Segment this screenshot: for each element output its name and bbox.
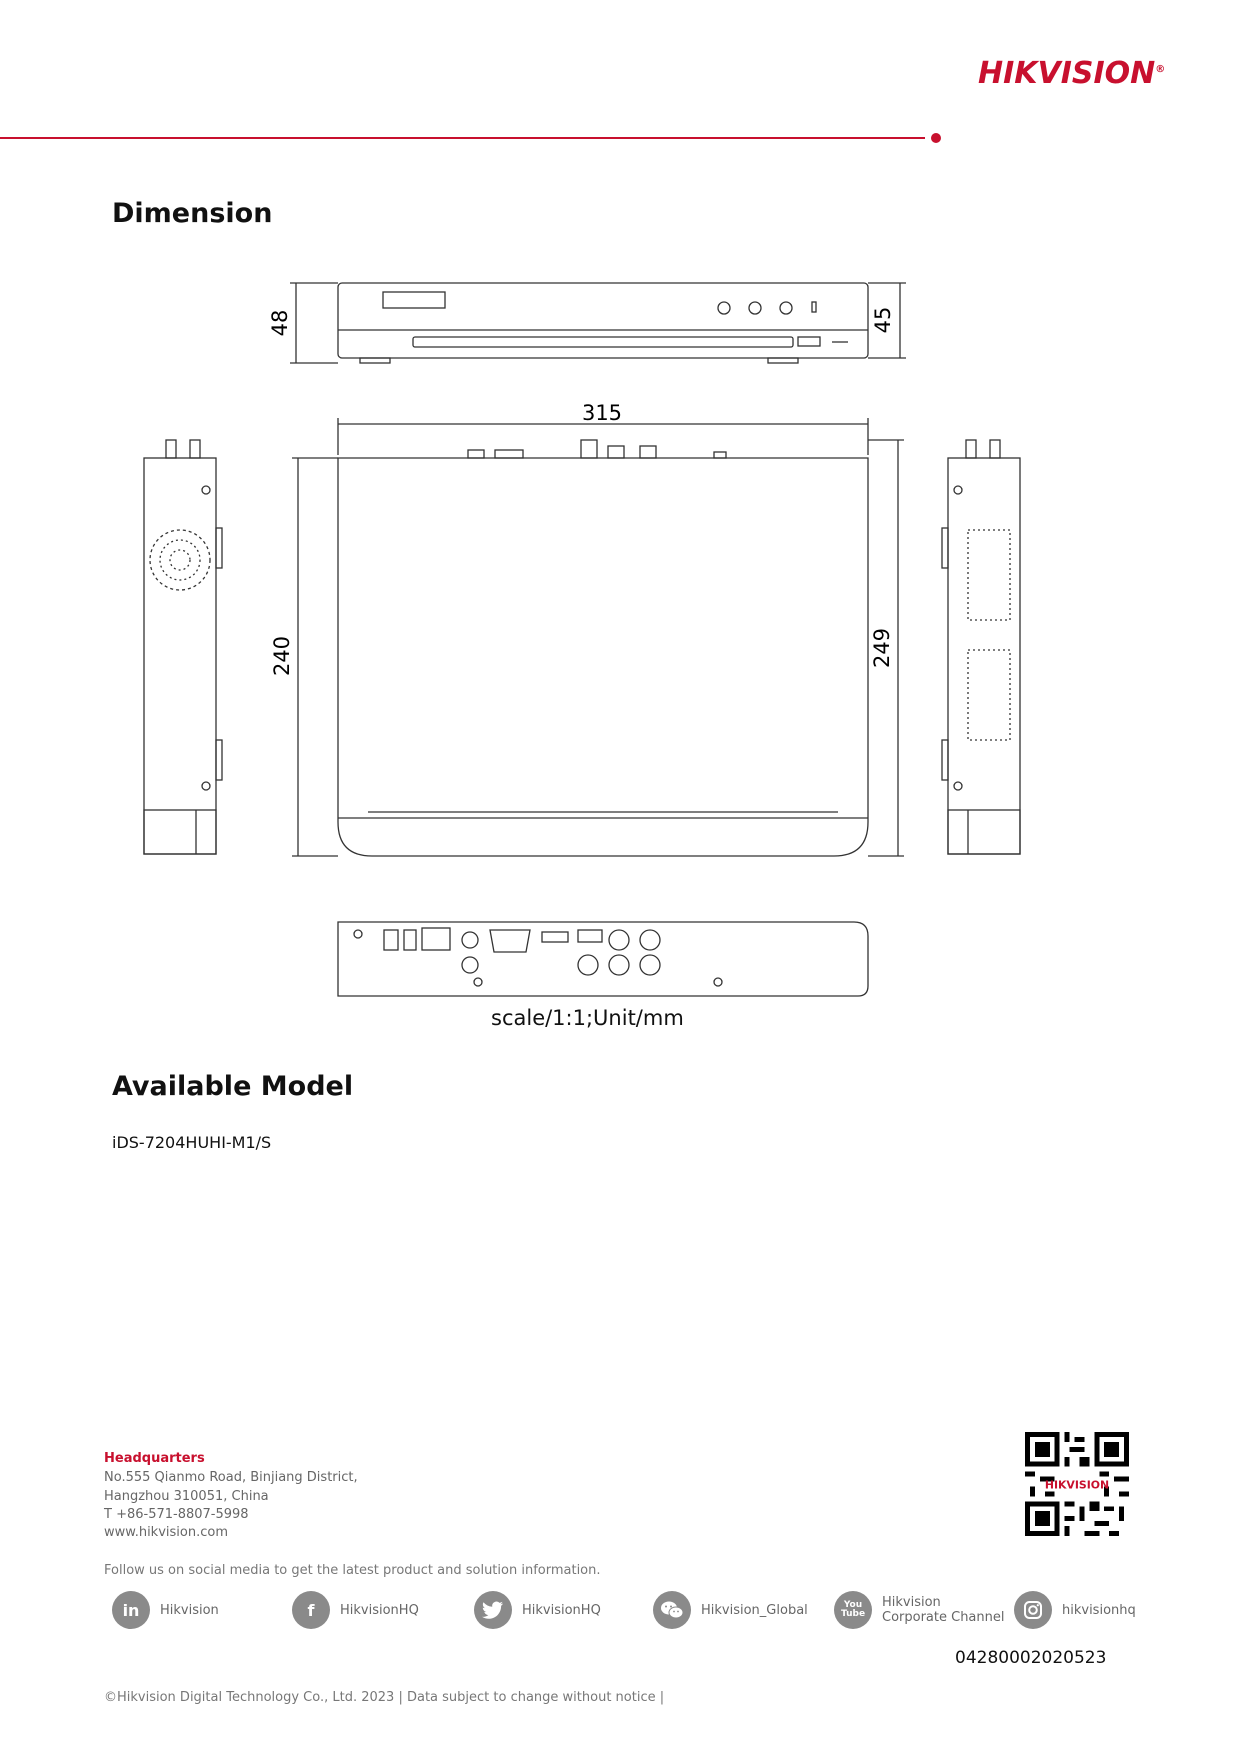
social-linkedin[interactable] [112, 1590, 219, 1630]
front-usb-port [798, 337, 820, 346]
linkedin-icon: in [112, 1591, 150, 1629]
dim-label-240: 240 [270, 635, 294, 677]
model-number: iDS-7204HUHI-M1/S [112, 1133, 272, 1152]
social-label: HikvisionHQ [522, 1602, 601, 1618]
front-indicator-2 [749, 302, 761, 314]
hikvision-logo: HIKVISION® [978, 56, 1166, 91]
available-model-heading: Available Model [112, 1071, 354, 1102]
facebook-icon: f [292, 1591, 330, 1629]
dimension-heading: Dimension [112, 198, 273, 229]
dim-label-48: 48 [268, 309, 292, 337]
social-wechat[interactable] [653, 1590, 808, 1630]
twitter-icon [474, 1591, 512, 1629]
rear-bnc-2 [609, 930, 629, 950]
dim-label-45: 45 [871, 306, 895, 334]
social-label: Hikvision_Global [701, 1602, 808, 1618]
document-code: 04280002020523 [955, 1648, 1107, 1668]
social-label: hikvisionhq [1062, 1602, 1136, 1618]
dim-label-249: 249 [870, 627, 894, 669]
right-vent-upper [968, 530, 1010, 620]
rear-hdmi-port [542, 932, 568, 942]
rear-usb-port [578, 930, 602, 942]
rear-vga-port [490, 930, 530, 952]
hq-phone: T +86-571-8807-5998 [104, 1507, 249, 1522]
front-indicator-3 [780, 302, 792, 314]
follow-text: Follow us on social media to get the latest product and solution information. [104, 1563, 601, 1578]
scale-note: scale/1:1;Unit/mm [491, 1006, 684, 1030]
hq-address-line1: No.555 Qianmo Road, Binjiang District, [104, 1470, 358, 1485]
hq-title: Headquarters [104, 1451, 205, 1466]
top-view-body [338, 458, 868, 856]
rear-power-port [384, 930, 398, 950]
youtube-icon: You Tube [834, 1591, 872, 1629]
social-label: Hikvision Corporate Channel [882, 1595, 1005, 1625]
copyright-text: ©Hikvision Digital Technology Co., Ltd. 2023 | Data subject to change without notice | [104, 1690, 665, 1705]
social-instagram[interactable] [1014, 1590, 1136, 1630]
left-fan-grille [150, 530, 210, 590]
left-side-view [144, 458, 216, 854]
rear-lan-port [422, 928, 450, 950]
qr-code [1025, 1432, 1129, 1536]
rear-bnc-5 [640, 955, 660, 975]
right-vent-lower [968, 650, 1010, 740]
social-label: Hikvision [160, 1602, 219, 1618]
right-side-view [948, 458, 1020, 854]
front-indicator-1 [718, 302, 730, 314]
social-label: HikvisionHQ [340, 1602, 419, 1618]
social-youtube[interactable] [834, 1590, 1005, 1630]
social-twitter[interactable] [474, 1590, 601, 1630]
qr-logo-text: HIKVISION [1044, 1478, 1110, 1492]
hq-website[interactable]: www.hikvision.com [104, 1525, 228, 1540]
social-facebook[interactable] [292, 1590, 419, 1630]
rear-bnc-3 [609, 955, 629, 975]
front-display-window [383, 292, 445, 308]
hq-address-line2: Hangzhou 310051, China [104, 1489, 269, 1504]
instagram-icon [1014, 1591, 1052, 1629]
rear-view-body [338, 922, 868, 996]
wechat-icon [653, 1591, 691, 1629]
rear-bnc-4 [640, 930, 660, 950]
dim-label-315: 315 [581, 401, 623, 425]
rear-bnc-1 [578, 955, 598, 975]
